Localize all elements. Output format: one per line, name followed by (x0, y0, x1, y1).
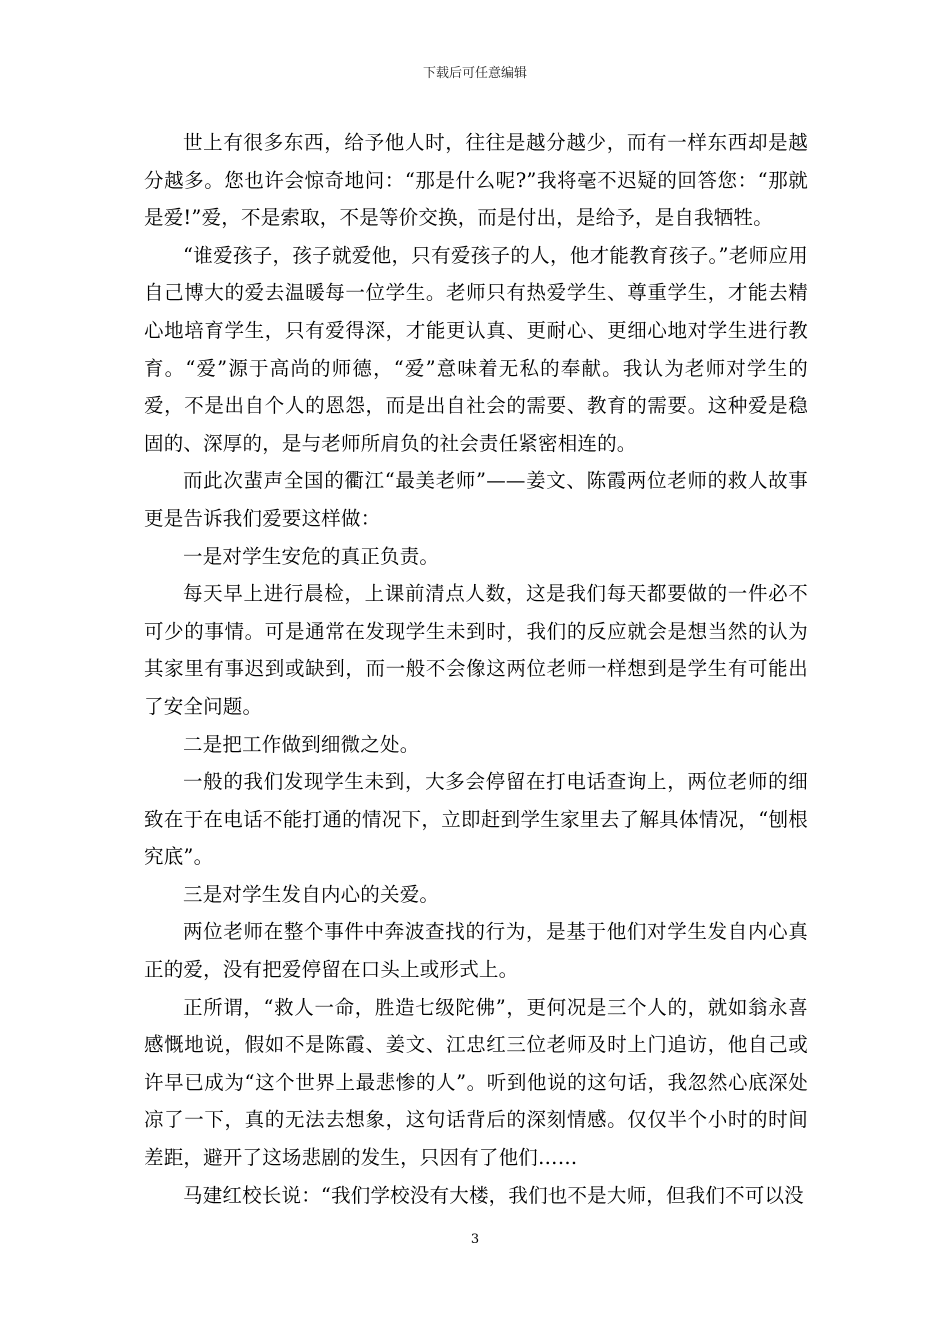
paragraph: 两位老师在整个事件中奔波查找的行为，是基于他们对学生发自内心真正的爱，没有把爱停留在口头上或形式上。 (144, 920, 808, 982)
paragraph: 世上有很多东西，给予他人时，往往是越分越少，而有一样东西却是越分越多。您也许会惊奇地问：“那是什么呢?”我将毫不迟疑的回答您：“那就是爱!”爱，不是索取，不是等价交换，而是付出，是给予，是自我牺牲。 (144, 131, 808, 230)
paragraph: 而此次蜚声全国的衢江“最美老师”——姜文、陈霞两位老师的救人故事更是告诉我们爱要这样做： (144, 469, 808, 530)
paragraph: 每天早上进行晨检，上课前清点人数，这是我们每天都要做的一件必不可少的事情。可是通常在发现学生未到时，我们的反应就会是想当然的认为其家里有事迟到或缺到，而一般不会像这两位老师一样想到是学生有可能出了安全问题。 (144, 582, 808, 718)
paragraph: 马建红校长说：“我们学校没有大楼，我们也不是大师，但我们不可以没 (183, 1183, 804, 1207)
page-header: 下载后可任意编辑 (422, 66, 527, 81)
paragraph: “谁爱孩子，孩子就爱他，只有爱孩子的人，他才能教育孩子。”老师应用自己博大的爱去温暖每一位学生。老师只有热爱学生、尊重学生，才能去精心地培育学生，只有爱得深，才能更认真、更耐心、更细心地对学生进行教育。“爱”源于高尚的师德，“爱”意味着无私的奉献。我认为老师对学生的爱，不是出自个人的恩怨，而是出自社会的需要、教育的需要。这种爱是稳固的、深厚的，是与老师所肩负的社会责任紧密相连的。 (144, 243, 808, 455)
paragraph: 一般的我们发现学生未到，大多会停留在打电话查询上，两位老师的细致在于在电话不能打通的情况下，立即赶到学生家里去了解具体情况，“刨根究底”。 (144, 770, 808, 869)
paragraph: 正所谓，“救人一命，胜造七级陀佛”，更何况是三个人的，就如翁永喜感慨地说，假如不是陈霞、姜文、江忠红三位老师及时上门追访，他自己或许早已成为“这个世界上最悲惨的人”。听到他说的这句话，我忽然心底深处凉了一下，真的无法去想象，这句话背后的深刻情感。仅仅半个小时的时间差距，避开了这场悲剧的发生，只因有了他们…… (144, 995, 808, 1170)
page-number: 3 (470, 1232, 480, 1247)
paragraph: 二是把工作做到细微之处。 (183, 732, 420, 756)
document-body (144, 124, 808, 1214)
paragraph: 一是对学生安危的真正负责。 (183, 544, 440, 568)
paragraph: 三是对学生发自内心的关爱。 (183, 882, 440, 906)
